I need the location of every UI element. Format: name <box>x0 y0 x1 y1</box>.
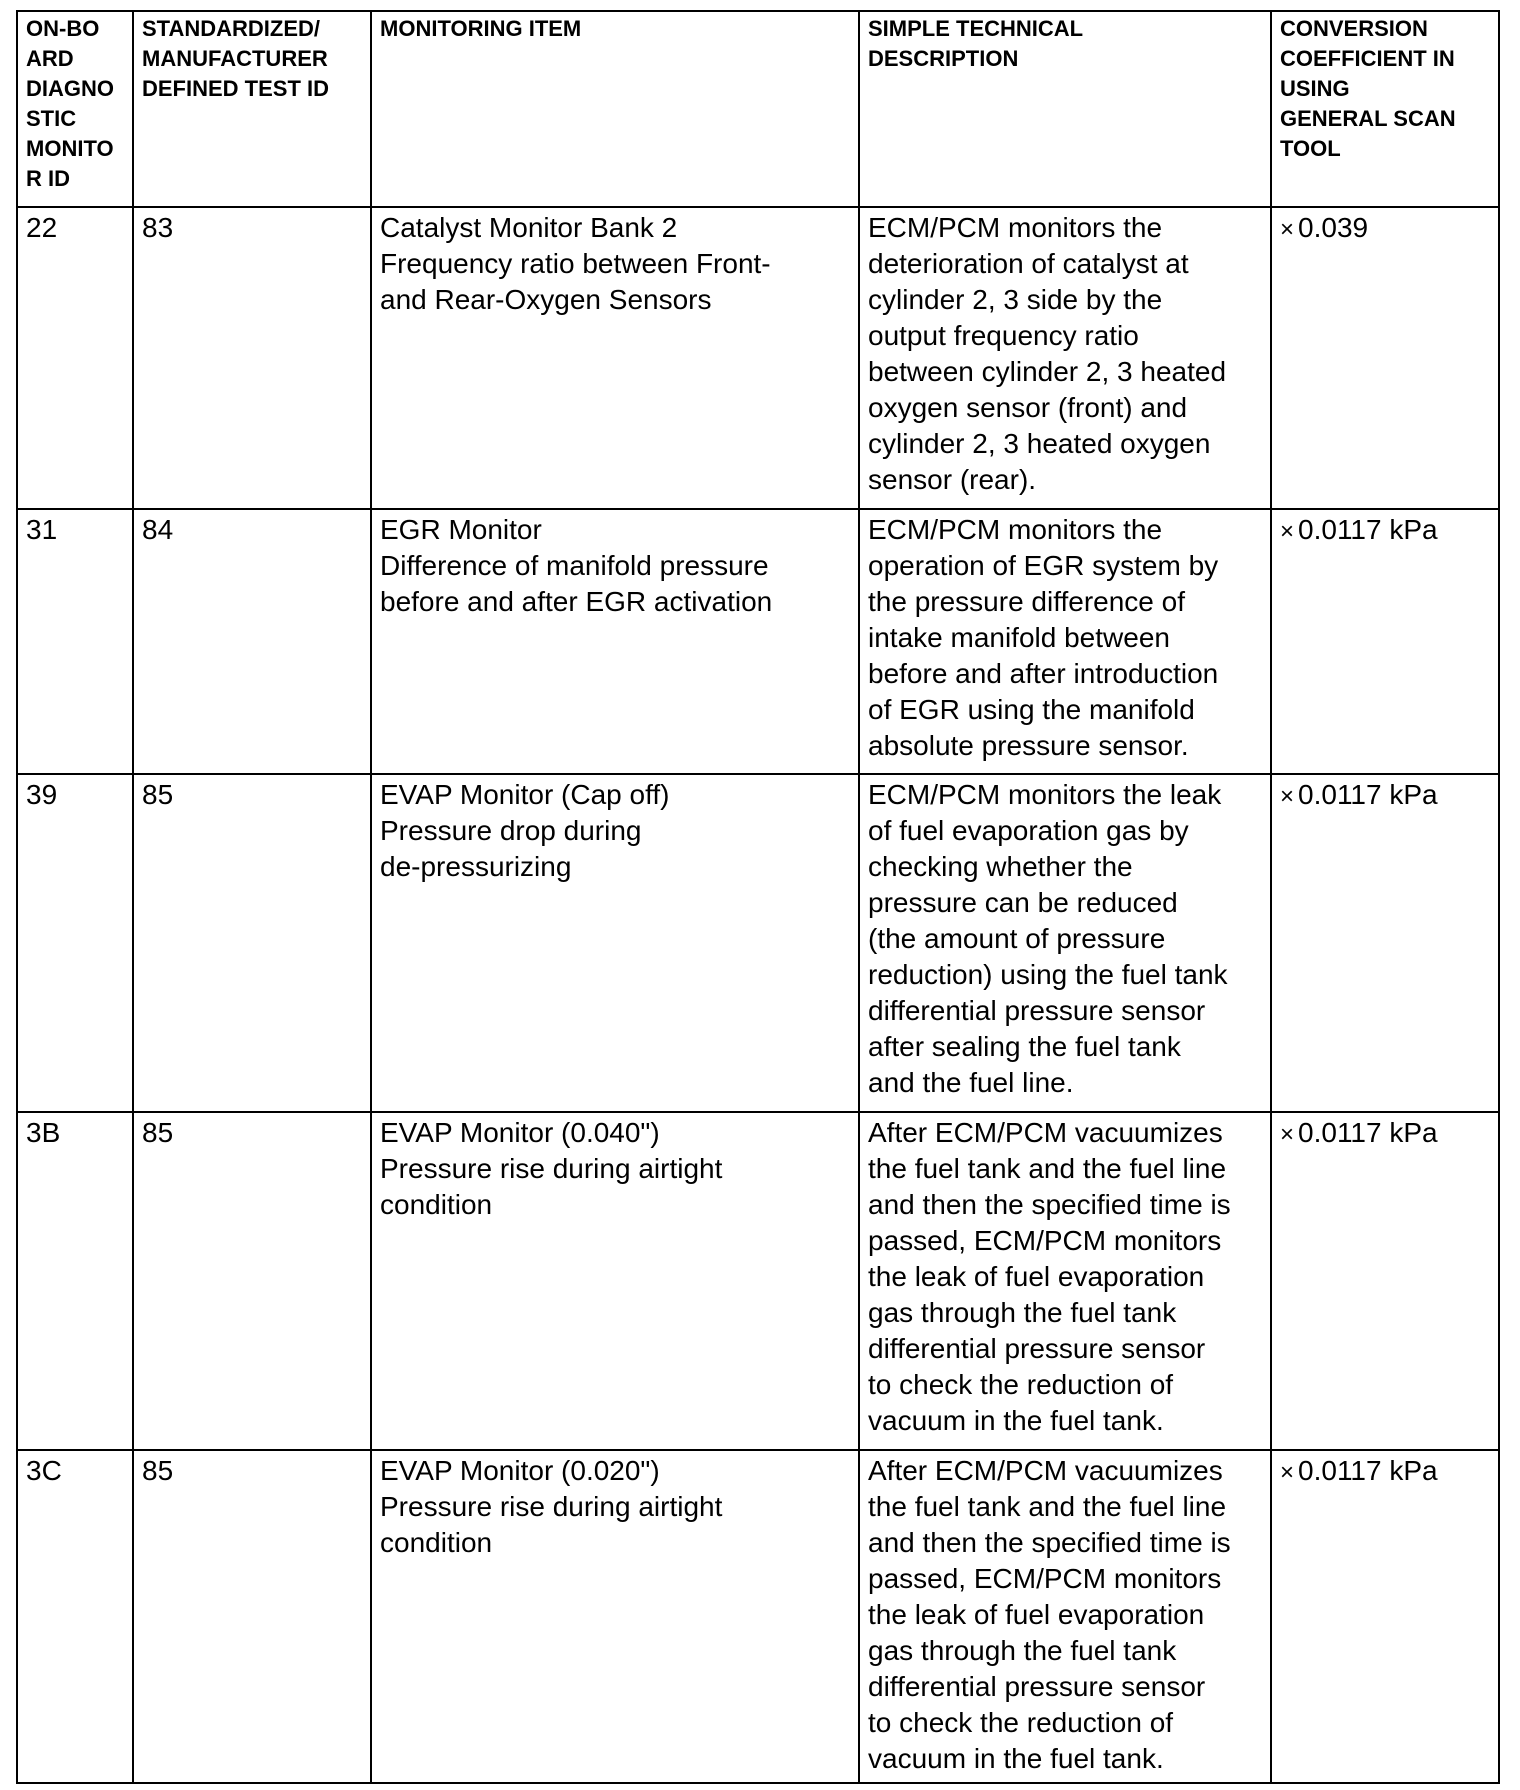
header-monitoring-item: MONITORING ITEM <box>371 11 859 207</box>
cell-test-id: 85 <box>133 1112 371 1450</box>
monitor-table <box>16 10 1500 1784</box>
cell-monitoring-item: EVAP Monitor (0.020") Pressure rise during airtight condition <box>371 1450 859 1783</box>
cell-description: After ECM/PCM vacuumizes the fuel tank and the fuel line and then the specified time is passed, ECM/PCM monitors the leak of fuel evaporation gas through the fuel tank differential pressure sensor to check the reduction of vacuum in the fuel tank. <box>859 1112 1271 1450</box>
cell-obd-id: 31 <box>17 509 133 774</box>
cell-obd-id: 39 <box>17 774 133 1112</box>
cell-conversion <box>1271 207 1499 509</box>
cell-description: ECM/PCM monitors the deterioration of catalyst at cylinder 2, 3 side by the output frequency ratio between cylinder 2, 3 heated oxygen sensor (front) and cylinder 2, 3 heated oxygen sensor (rear). <box>859 207 1271 509</box>
cell-description: After ECM/PCM vacuumizes the fuel tank and the fuel line and then the specified time is passed, ECM/PCM monitors the leak of fuel evaporation gas through the fuel tank differential pressure sensor to check the reduction of vacuum in the fuel tank. <box>859 1450 1271 1783</box>
coefficient-value: 0.0117 kPa <box>1298 779 1438 810</box>
cell-monitoring-item: Catalyst Monitor Bank 2 Frequency ratio between Front- and Rear-Oxygen Sensors <box>371 207 859 509</box>
cell-conversion <box>1271 1112 1499 1450</box>
cell-conversion <box>1271 509 1499 774</box>
cell-conversion <box>1271 774 1499 1112</box>
header-test-id: STANDARDIZED/ MANUFACTURER DEFINED TEST ID <box>133 11 371 207</box>
cell-obd-id: 3B <box>17 1112 133 1450</box>
coefficient-value: 0.0117 kPa <box>1298 514 1438 545</box>
multiply-sign: × <box>1280 1121 1295 1148</box>
cell-obd-id: 22 <box>17 207 133 509</box>
header-row <box>17 11 1499 207</box>
cell-obd-id: 3C <box>17 1450 133 1783</box>
cell-description: ECM/PCM monitors the operation of EGR system by the pressure difference of intake manifold between before and after introduction of EGR using the manifold absolute pressure sensor. <box>859 509 1271 774</box>
multiply-sign: × <box>1280 1459 1295 1486</box>
header-obd-monitor-id: ON-BO ARD DIAGNO STIC MONITO R ID <box>17 11 133 207</box>
table-row <box>17 509 1499 774</box>
coefficient-value: 0.0117 kPa <box>1298 1117 1438 1148</box>
multiply-sign: × <box>1280 518 1295 545</box>
cell-test-id: 84 <box>133 509 371 774</box>
table-row <box>17 1450 1499 1783</box>
multiply-sign: × <box>1280 783 1295 810</box>
table-row <box>17 774 1499 1112</box>
cell-test-id: 85 <box>133 774 371 1112</box>
cell-description: ECM/PCM monitors the leak of fuel evaporation gas by checking whether the pressure can be reduced (the amount of pressure reduction) using the fuel tank differential pressure sensor after sealing the fuel tank and the fuel line. <box>859 774 1271 1112</box>
table-row <box>17 1112 1499 1450</box>
cell-monitoring-item: EGR Monitor Difference of manifold pressure before and after EGR activation <box>371 509 859 774</box>
multiply-sign: × <box>1280 216 1295 243</box>
cell-monitoring-item: EVAP Monitor (Cap off) Pressure drop during de-pressurizing <box>371 774 859 1112</box>
cell-conversion <box>1271 1450 1499 1783</box>
cell-test-id: 83 <box>133 207 371 509</box>
coefficient-value: 0.039 <box>1298 212 1369 243</box>
header-conversion: CONVERSION COEFFICIENT IN USING GENERAL SCAN TOOL <box>1271 11 1499 207</box>
cell-monitoring-item: EVAP Monitor (0.040") Pressure rise during airtight condition <box>371 1112 859 1450</box>
coefficient-value: 0.0117 kPa <box>1298 1455 1438 1486</box>
cell-test-id: 85 <box>133 1450 371 1783</box>
table-row <box>17 207 1499 509</box>
header-description: SIMPLE TECHNICAL DESCRIPTION <box>859 11 1271 207</box>
